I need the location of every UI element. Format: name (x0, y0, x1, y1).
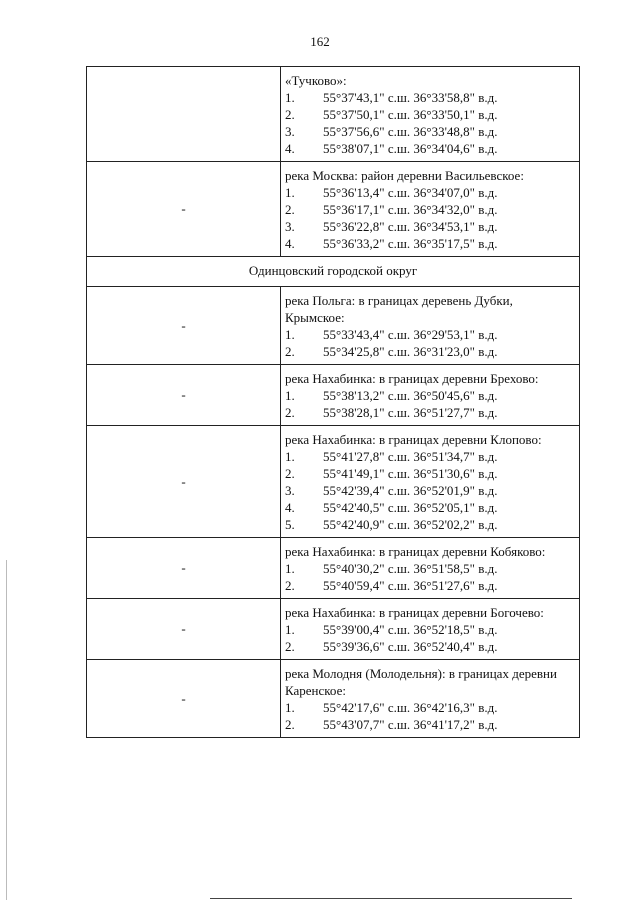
coordinate-entry (285, 123, 575, 140)
point-number: 2. (285, 578, 295, 593)
section-heading: Одинцовский городской округ (87, 257, 580, 287)
description-cell (281, 287, 580, 365)
coordinate-entry (285, 343, 575, 360)
location-title: река Польга: в границах деревень Дубки, Крымское: (285, 293, 513, 325)
point-number: 1. (285, 185, 295, 200)
point-number: 4. (285, 141, 295, 156)
left-cell: - (87, 426, 281, 538)
table-row (87, 660, 580, 738)
point-number: 1. (285, 561, 295, 576)
coordinates-table (86, 66, 580, 738)
table-row (87, 287, 580, 365)
coordinate-entry (285, 89, 575, 106)
table-row (87, 162, 580, 257)
point-number: 4. (285, 500, 295, 515)
point-coordinates: 55°34'25,8" с.ш. 36°31'23,0" в.д. (323, 344, 498, 359)
point-number: 1. (285, 327, 295, 342)
location-title: река Нахабинка: в границах деревни Богочево: (285, 605, 544, 620)
coordinate-entry (285, 499, 575, 516)
point-coordinates: 55°33'43,4" с.ш. 36°29'53,1" в.д. (323, 327, 498, 342)
point-coordinates: 55°37'50,1" с.ш. 36°33'50,1" в.д. (323, 107, 498, 122)
point-coordinates: 55°41'27,8" с.ш. 36°51'34,7" в.д. (323, 449, 498, 464)
point-coordinates: 55°43'07,7" с.ш. 36°41'17,2" в.д. (323, 717, 498, 732)
coordinate-entry (285, 235, 575, 252)
point-coordinates: 55°36'33,2" с.ш. 36°35'17,5" в.д. (323, 236, 498, 251)
table-row (87, 599, 580, 660)
left-cell: - (87, 660, 281, 738)
coordinate-entry (285, 387, 575, 404)
point-coordinates: 55°38'07,1" с.ш. 36°34'04,6" в.д. (323, 141, 498, 156)
coordinate-entry (285, 560, 575, 577)
coordinate-entry (285, 218, 575, 235)
point-number: 5. (285, 517, 295, 532)
coordinate-entry (285, 577, 575, 594)
point-coordinates: 55°41'49,1" с.ш. 36°51'30,6" в.д. (323, 466, 498, 481)
point-number: 1. (285, 449, 295, 464)
location-title: река Москва: район деревни Васильевское: (285, 168, 524, 183)
description-cell (281, 365, 580, 426)
left-cell: - (87, 538, 281, 599)
point-number: 2. (285, 466, 295, 481)
point-number: 2. (285, 107, 295, 122)
point-number: 2. (285, 344, 295, 359)
coordinate-entry (285, 106, 575, 123)
coordinate-entry (285, 621, 575, 638)
location-title: «Тучково»: (285, 73, 347, 88)
bottom-divider (210, 898, 572, 899)
point-coordinates: 55°39'00,4" с.ш. 36°52'18,5" в.д. (323, 622, 498, 637)
coordinate-entry (285, 465, 575, 482)
table-row (87, 538, 580, 599)
point-coordinates: 55°36'17,1" с.ш. 36°34'32,0" в.д. (323, 202, 498, 217)
description-cell (281, 426, 580, 538)
description-cell (281, 599, 580, 660)
left-cell (87, 67, 281, 162)
left-cell: - (87, 287, 281, 365)
point-number: 1. (285, 700, 295, 715)
coordinate-entry (285, 140, 575, 157)
left-cell: - (87, 599, 281, 660)
point-number: 1. (285, 388, 295, 403)
coordinate-entry (285, 184, 575, 201)
point-number: 2. (285, 405, 295, 420)
point-coordinates: 55°42'40,5" с.ш. 36°52'05,1" в.д. (323, 500, 498, 515)
table-row (87, 67, 580, 162)
coordinate-entry (285, 201, 575, 218)
point-coordinates: 55°36'13,4" с.ш. 36°34'07,0" в.д. (323, 185, 498, 200)
coordinate-entry (285, 326, 575, 343)
coordinate-entry (285, 638, 575, 655)
point-coordinates: 55°42'17,6" с.ш. 36°42'16,3" в.д. (323, 700, 498, 715)
coordinate-entry (285, 482, 575, 499)
coordinate-entry (285, 716, 575, 733)
point-coordinates: 55°38'28,1" с.ш. 36°51'27,7" в.д. (323, 405, 498, 420)
point-number: 3. (285, 219, 295, 234)
coordinates-table-body (87, 67, 580, 738)
description-cell (281, 67, 580, 162)
description-cell (281, 538, 580, 599)
point-number: 2. (285, 202, 295, 217)
table-row (87, 426, 580, 538)
location-title: река Нахабинка: в границах деревни Брехово: (285, 371, 539, 386)
location-title: река Молодня (Молодельня): в границах деревни Каренское: (285, 666, 557, 698)
description-cell (281, 660, 580, 738)
point-number: 1. (285, 90, 295, 105)
point-coordinates: 55°42'39,4" с.ш. 36°52'01,9" в.д. (323, 483, 498, 498)
table-row (87, 365, 580, 426)
description-cell (281, 162, 580, 257)
location-title: река Нахабинка: в границах деревни Кобяково: (285, 544, 546, 559)
point-coordinates: 55°37'43,1" с.ш. 36°33'58,8" в.д. (323, 90, 498, 105)
point-number: 3. (285, 124, 295, 139)
page-number: 162 (310, 34, 330, 49)
left-cell: - (87, 365, 281, 426)
point-number: 3. (285, 483, 295, 498)
point-coordinates: 55°42'40,9" с.ш. 36°52'02,2" в.д. (323, 517, 498, 532)
location-title: река Нахабинка: в границах деревни Клопово: (285, 432, 542, 447)
section-row (87, 257, 580, 287)
point-number: 2. (285, 717, 295, 732)
scan-edge-line (6, 560, 7, 900)
point-number: 2. (285, 639, 295, 654)
coordinate-entry (285, 699, 575, 716)
point-coordinates: 55°40'30,2" с.ш. 36°51'58,5" в.д. (323, 561, 498, 576)
left-cell: - (87, 162, 281, 257)
coordinate-entry (285, 448, 575, 465)
coordinates-table-wrapper (86, 66, 580, 738)
coordinate-entry (285, 404, 575, 421)
point-number: 4. (285, 236, 295, 251)
point-coordinates: 55°37'56,6" с.ш. 36°33'48,8" в.д. (323, 124, 498, 139)
point-coordinates: 55°36'22,8" с.ш. 36°34'53,1" в.д. (323, 219, 498, 234)
point-coordinates: 55°38'13,2" с.ш. 36°50'45,6" в.д. (323, 388, 498, 403)
point-coordinates: 55°40'59,4" с.ш. 36°51'27,6" в.д. (323, 578, 498, 593)
point-number: 1. (285, 622, 295, 637)
point-coordinates: 55°39'36,6" с.ш. 36°52'40,4" в.д. (323, 639, 498, 654)
coordinate-entry (285, 516, 575, 533)
